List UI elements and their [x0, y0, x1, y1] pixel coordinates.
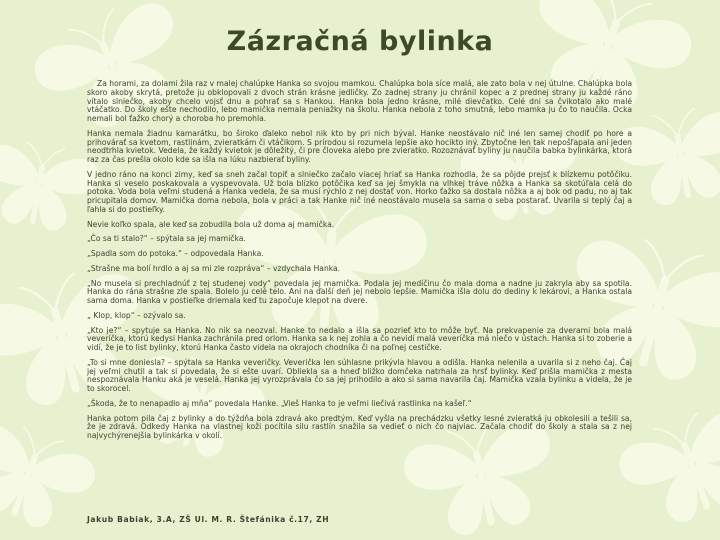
story-paragraph: „To si mne doniesla? – spýtala sa Hanka veveričky. Veverička len súhlasne prikývla hlavou a odišla. Hanka nelenila a uvarila si z neho čaj. Čaj jej veľmi chutil a tak si povedala, že si ešte uvarí. Obliekla sa a hneď bližko domčeka natrhala za hrsť bylinky. Keď prišla mamička z mesta nespoznávala Hanku aká je veselá. Hanka jej vyrozprávala čo sa jej prihodilo a ako si sama navarila čaj. Mamička vzala bylinku a videla, že je to skorocel.	[87, 357, 632, 393]
author-signature: Jakub Babiak, 3.A, ZŠ Ul. M. R. Štefánika č.17, ZH	[87, 515, 330, 524]
story-paragraph: „No musela si prechladnúť z tej studenej vody“ povedala jej mamička. Podala jej medíčinu čo mala doma a nadne ju zakryla aby sa spotila. Hanka do rána strašne zle spala. Bolelo ju celé telo. Ani na ďalší deň jej nebolo lepšie. Mamička išla dolu do dediny k lekárovi, a Hanka ostala sama doma. Hanka v postieľke driemala keď tu započuje klepot na dvere.	[87, 278, 632, 305]
story-paragraph: Hanka potom pila čaj z bylinky a do týždňa bola zdravá ako predtým. Keď vyšla na prechádzku všetky lesné zvieratká ju obkolesili a tešili sa, že je zdravá. Odkedy Hanka na vlastnej koži pocítila silu rastlín snažila sa vedieť o nich čo najviac. Začala chodiť do školy a stala sa z nej najvychýrenejšia bylinkárka v okolí.	[87, 413, 632, 440]
story-paragraph: „ Klop, klop“ – ozývalo sa.	[87, 310, 186, 320]
story-paragraph: Nevie koľko spala, ale keď sa zobudila bola už doma aj mamička.	[87, 219, 335, 229]
story-paragraph: „Spadla som do potoka.“ – odpovedala Hanka.	[87, 249, 264, 258]
story-paragraph: V jedno ráno na konci zimy, keď sa sneh začal topiť a slniečko začalo viacej hriať sa Hanka rozhodla, že sa pôjde prejsť k blízkemu potôčiku. Hanka si veselo poskakovala a vyspevovala. Už bola blízko potôčika keď sa jej šmykla na vlhkej tráve nôžka a Hanka sa skotúľala celá do potoka. Voda bola veľmi studená a Hanka vedela, že sa musí rýchlo z nej dostať von. Horko ťažko sa dostala nôžka a aj bok od padu, no aj tak pricupitala domov. Mamička doma nebola, bola v práci a tak Hanke nič iné neostávalo musela sa sama o seba postarať. Uvarila si teplý čaj a ľahla si do postieľky.	[87, 169, 632, 214]
story-paragraph: „Škoda, že to nenapadlo aj mňa“ povedala Hanke. „Vieš Hanka to je veľmi liečivá rastlinka na kašeľ.“	[87, 398, 472, 408]
story-paragraph: „Čo sa ti stalo?“ – spýtala sa jej mamička.	[87, 234, 246, 244]
story-paragraph: „Kto je?“ – spytuje sa Hanka. No nik sa neozval. Hanke to nedalo a išla sa pozrieť kto to môže byť. Na prekvapenie za dverami bola malá veveríčka, ktorú kedysi Hanka zachránila pred orlom. Hanka sa k nej zohla a čo nevidí malá veveríčka má niečo v ústach. Hanka si to zoberie a vidí, že je to list bylinky, ktorú Hanka často videla na okrajoch chodníka či na poľnej cestičke.	[87, 325, 632, 352]
story-paragraph: Hanka nemala žiadnu kamarátku, bo široko ďaleko nebol nik kto by pri nich býval. Hanke neostávalo nič iné len samej chodiť po hore a prihovárať sa kvetom, rastlinám, zvieratkám či vtáčikom. S prírodou si rozumela lepšie ako hocikto iný. Zbytočne len tak nepošľapala ani jeden neodtrhla kvietok. Vedela, že každý kvietok je dôležitý, či pre človeka alebo pre zvieratko. Rozoznávať byliny ju naučila babka bylinkárka, ktorá raz za čas prešla okolo kde sa išla na lúku nazbierať byliny.	[87, 128, 632, 164]
story-paragraph: Za horami, za dolami žila raz v malej chalúpke Hanka so svojou mamkou. Chalúpka bola síce malá, ale zato bola v nej útulne. Chalúpka bola skoro akoby skrytá, pretože ju obklopovali z dvoch strán krásne jedličky. Zo zadnej strany ju chránil kopec a z prednej strany ju každé ráno vítalo slniečko, akoby chcelo vojsť dnu a pohrať sa s Hankou. Hanka bola jedno krásne, milé dievčatko. Celé dni sa čvikotalo ako malé vtáčatko. Do školy ešte nechodilo, lebo mamička nemala peniažky na školu. Hanka nebola z toho smutná, lebo mamka ju čo to naučila. Ocka nemali bol ťažko chorý a choroba ho premohla.	[87, 79, 632, 123]
story-paragraph: „Strašne ma bolí hrdlo a aj sa mi zle rozpráva“ – vzdychala Hanka.	[87, 263, 341, 273]
page-title: Zázračná bylinka	[226, 26, 494, 57]
story-body	[87, 80, 632, 447]
